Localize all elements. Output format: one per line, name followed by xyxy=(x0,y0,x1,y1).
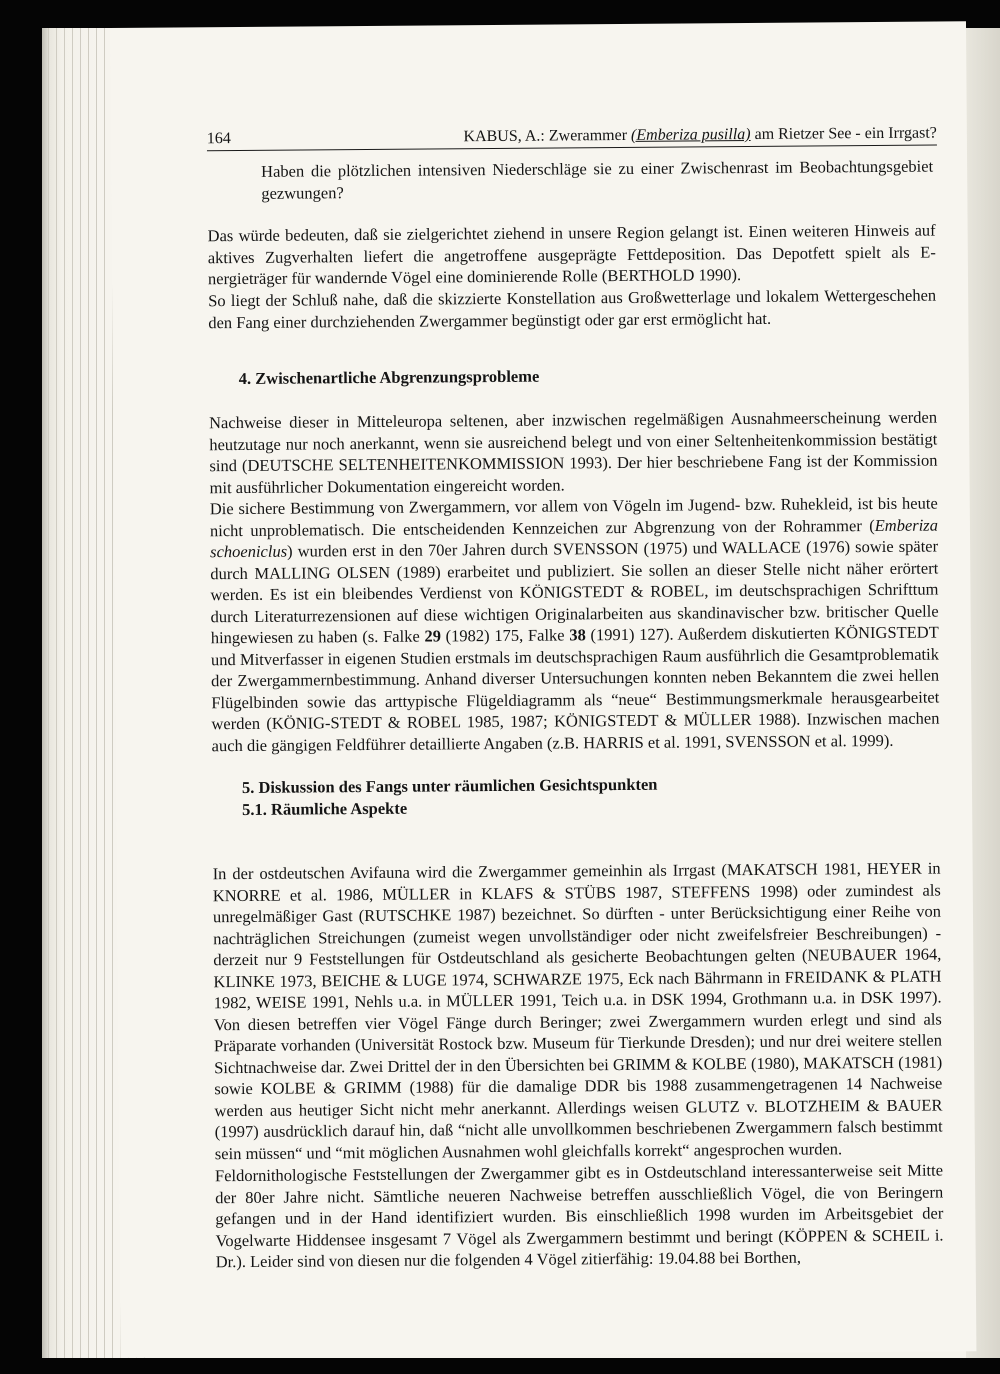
section-5-heading: 5. Diskussion des Fangs unter räumlichen Gesichtspunkten xyxy=(241,774,658,797)
question-paragraph: Haben die plötzlichen intensiven Niederschläge sie zu einer Zwischenrast im Beobachtungsgebiet gezwungen? xyxy=(261,156,934,203)
section-4-heading: 4. Zwischenartliche Abgrenzungsprobleme xyxy=(238,366,540,388)
species-name: Emberiza schoeniclus xyxy=(210,515,938,562)
identification-text-d: (1991) 127). Außerdem diskutierten KÖNIGSTEDT und Mitverfasser in eigenen Studien erstmals im deutschsprachigen Raum ausführlich die Gesamtproblematik der Zwergammernbestimmung. Anhand diverser Untersuchungen konnten neben Bekanntem die zwei hellen Flügelbinden sowie das arttypische Flügeldiagramm als “neue“ Bestimmungsmerkmale herausgearbeitet werden (KÖNIG-STEDT & ROBEL 1985, 1987; KÖNIGSTEDT & MÜLLER 1988). Inzwischen machen auch die gängigen Feldführer detaillierte Angaben (z.B. HARRIS et al. 1991, SVENSSON et al. 1999). xyxy=(210,622,940,755)
identification-text-a: Die sichere Bestimmung von Zwergammern, vor allem von Vögeln im Jugend- bzw. Ruhekleid, ist bis heute nicht unproblematisch. Die entscheidenden Kennzeichen zur Abgrenzung von der Rohrammer ( xyxy=(209,493,938,540)
paragraph-migration: Das würde bedeuten, daß sie zielgerichtet ziehend in unsere Region gelangt ist. Einen weiteren Hinweis auf aktives Zugverhalten liefert die angetroffene ausgeprägte Fettdeposition. Das Depotfett spielt als Energieträger für wandernde Vögel eine dominierende Rolle (BERTHOLD 1990). xyxy=(207,220,936,289)
falke-volume-38: 38 xyxy=(569,625,586,645)
running-title-suffix: am Rietzer See - ein Irrgast? xyxy=(750,124,937,143)
identification-text-b: ) wurden erst in den 70er Jahren durch SVENSSON (1975) und WALLACE (1976) sowie später durch MALLING OLSEN (1989) erarbeitet und publiziert. Sie sollen an dieser Stelle nicht näher erörtert werden. Es ist ein bleibendes Verdienst von KÖNIGSTEDT & ROBEL, im deutschsprachigen Schrifttum durch Literaturrezensionen auf diese wichtigen Originalarbeiten aus skandinavischer bzw. britischer Quelle hingewiesen zu haben (s. Falke xyxy=(210,536,939,648)
paragraph-records: Nachweise dieser in Mitteleuropa seltenen, aber inzwischen regelmäßigen Ausnahmeerscheinung werden heutzutage nur noch anerkannt, wenn sie ausreichend belegt und von einer Seltenheitenkommission bestätigt sind (DEUTSCHE SELTENHEITENKOMMISSION 1993). Der hier beschriebene Fang ist der Kommission mit ausführlicher Dokumentation eingereicht worden. xyxy=(209,407,938,497)
running-title-species: (Emberiza pusilla) xyxy=(630,125,751,144)
book-page xyxy=(110,21,976,1358)
running-title-prefix: KABUS, A.: Zwerammer xyxy=(463,126,632,146)
identification-text-c: (1982) 175, Falke xyxy=(440,625,570,646)
running-header xyxy=(207,125,937,152)
falke-volume-29: 29 xyxy=(424,626,442,646)
paragraph-identification xyxy=(210,493,940,757)
running-title xyxy=(463,125,937,147)
section-5-1-heading: 5.1. Räumliche Aspekte xyxy=(242,798,408,819)
page-number: 164 xyxy=(206,130,231,148)
paragraph-avifauna: In der ostdeutschen Avifauna wird die Zwergammer gemeinhin als Irrgast (MAKATSCH 1981, HEYER in KNORRE et al. 1986, MÜLLER in KLAFS & STÜBS 1987, STEFFENS 1998) oder zumindest als unregelmäßiger Gast (RUTSCHKE 1987) bezeichnet. So dürften - unter Berücksichtigung einer Reihe von nachträglichen Streichungen (zumeist wegen unvollständiger oder nicht zweifelsfreier Beschreibungen) - derzeit nur 9 Feststellungen für Ostdeutschland als gesicherte Beobachtungen gelten (NEUBAUER 1964, KLINKE 1973, BEICHE & LUGE 1974, SCHWARZE 1975, Eck nach Bährmann in FREIDANK & PLATH 1982, WEISE 1991, Nehls u.a. in MÜLLER 1991, Teich u.a. in DSK 1994, Grothmann u.a. in DSK 1997). Von diesen betreffen vier Vögel Fänge durch Beringer; zwei Zwergammern wurden erlegt und sind als Präparate vorhanden (Universität Rostock bzw. Museum für Tierkunde Dresden); und nur drei weitere stellen Sichtnachweise dar. Zwei Drittel der in den Übersichten bei GRIMM & KOLBE (1980), MAKATSCH (1981) sowie KOLBE & GRIMM (1988) für die damalige DDR bis 1988 zusammengetragenen 14 Nachweise werden aus heutiger Sicht nicht mehr anerkannt. Allerdings weisen GLUTZ v. BLOTZHEIM & BAUER (1997) ausdrücklich darauf hin, daß “nicht alle unvollkommen beschriebenen Zwergammern falsch bestimmt sein müssen“ und “mit möglichen Ausnahmen wohl gleichfalls korrekt“ angesprochen wurden. xyxy=(212,858,943,1163)
paragraph-conclusion: So liegt der Schluß nahe, daß die skizzierte Konstellation aus Großwetterlage und lokalem Wettergeschehen den Fang einer durchziehenden Zwergammer begünstigt oder gar erst ermöglicht hat. xyxy=(208,285,937,332)
paragraph-field-records: Feldornithologische Feststellungen der Zwergammer gibt es in Ostdeutschland interessanterweise seit Mitte der 80er Jahre nicht. Sämtliche neueren Nachweise betreffen ausschließlich Vögel, die von Beringern gefangen und in der Hand identifiziert wurden. Bis einschließlich 1998 wurden im Arbeitsgebiet der Vogelwarte Hiddensee insgesamt 7 Vögel als Zwergammern bestimmt und beringt (KÖPPEN & SCHEIL i. Dr.). Leider sind von diesen nur die folgenden 4 Vögel zitierfähig: 19.04.88 bei Borthen, xyxy=(214,1160,944,1272)
